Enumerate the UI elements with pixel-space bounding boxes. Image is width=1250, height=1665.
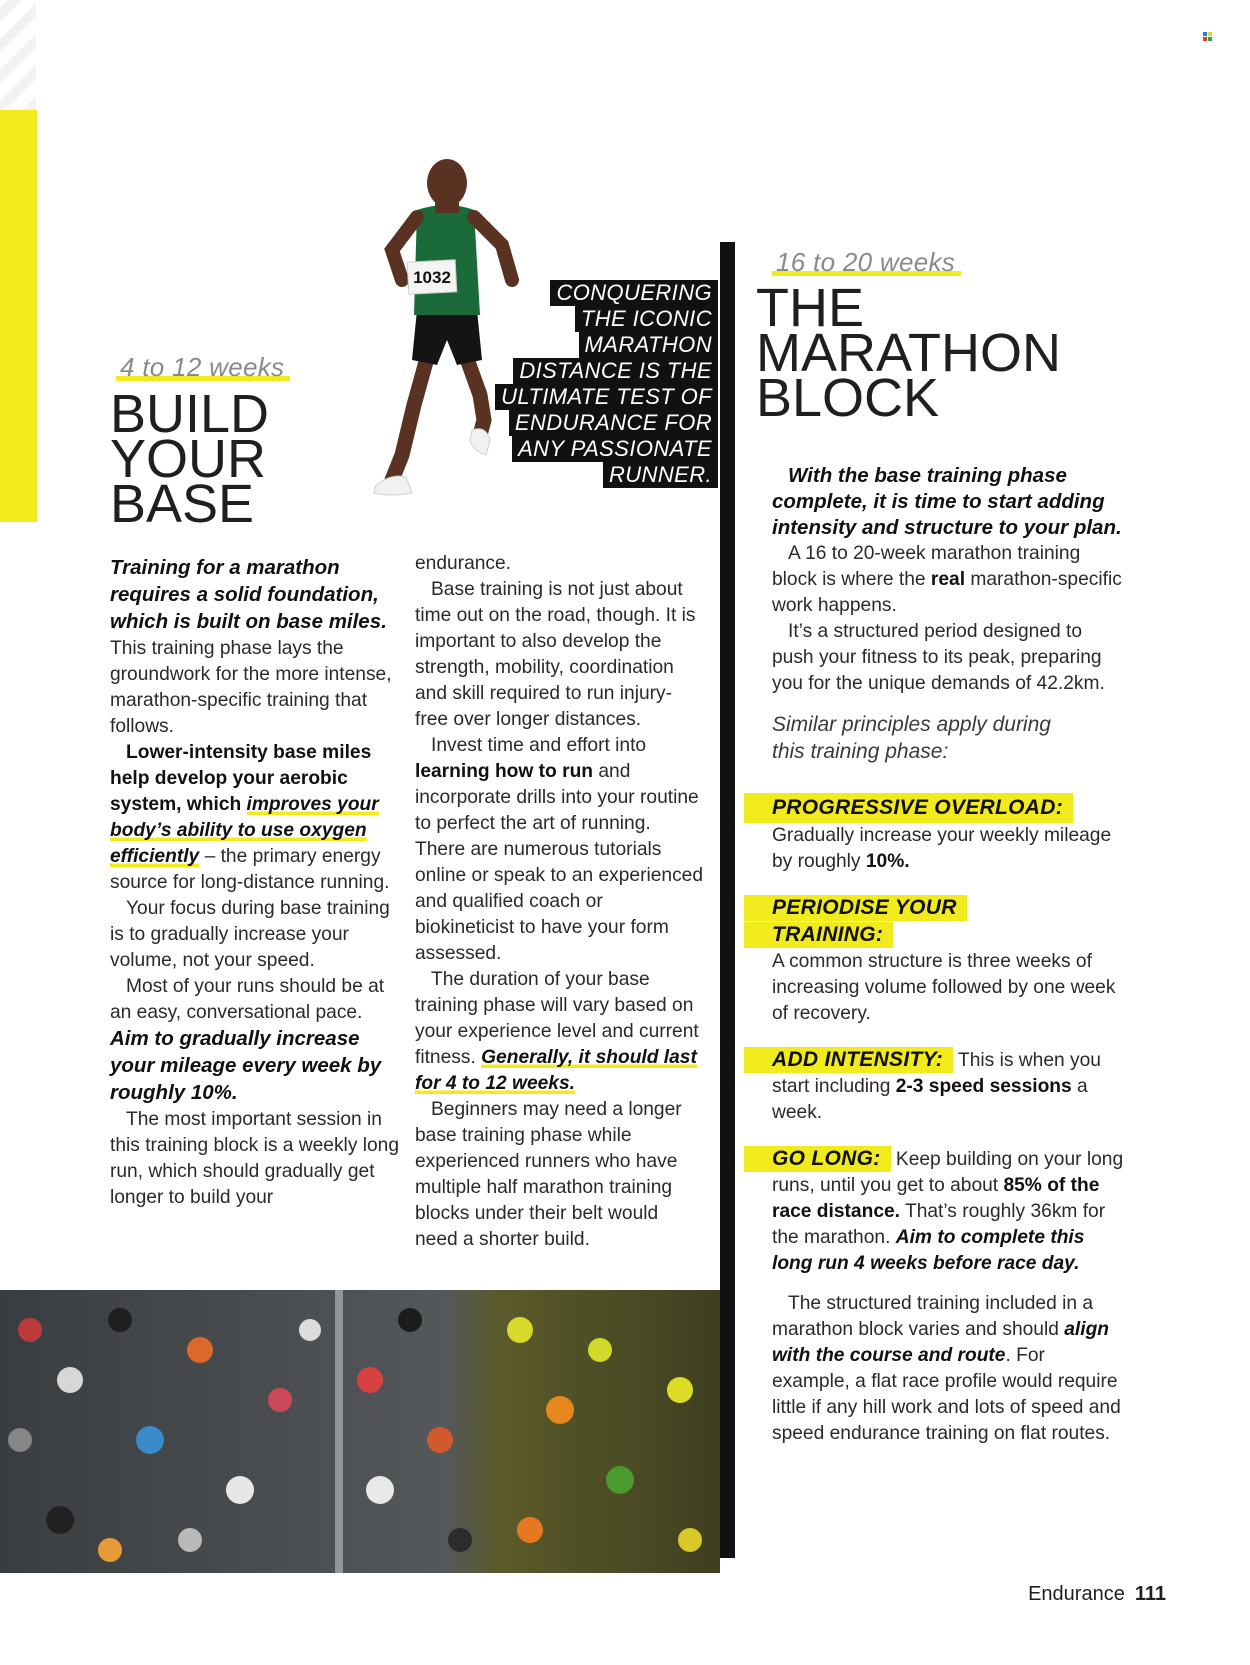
marathon-crowd-photo <box>0 1290 720 1573</box>
col1-paragraph-4: Most of your runs should be at an easy, conversational pace. Aim to gradually increase your mileage every week by roughly 10%. <box>110 976 385 1104</box>
col1-paragraph-3: Your focus during base training is to gradually increase your volume, not your speed. <box>110 898 390 971</box>
right-title <box>756 278 1061 428</box>
column-1 <box>110 555 400 1211</box>
right-week-label: 16 to 20 weeks <box>772 247 961 278</box>
left-title-line-2: YOUR <box>110 429 267 489</box>
col2-paragraph-0: endurance. <box>415 553 512 574</box>
right-lead: With the base training phase complete, it is time to start adding intensity and structure to your plan. <box>772 464 1122 539</box>
quote-line-3: MARATHON <box>579 332 718 358</box>
column-divider <box>720 242 735 1558</box>
col1-paragraph-5: The most important session in this training block is a weekly long run, which should gradually get longer to build your <box>110 1109 400 1208</box>
quote-line-7: ANY PASSIONATE <box>512 436 718 462</box>
principle-go-long: GO LONG: Keep building on your long runs, until you get to about 85% of the race distance. That’s roughly 36km for the marathon. Aim to complete this long run 4 weeks before race day. <box>772 1146 1124 1277</box>
left-title <box>110 384 270 534</box>
left-title-line-1: BUILD <box>110 384 270 444</box>
quote-line-1: CONQUERING <box>550 280 718 306</box>
quote-line-5: ULTIMATE TEST OF <box>495 384 718 410</box>
col2-paragraph-3: The duration of your base training phase will vary based on your experience level and current fitness. Generally, it should last for 4 to 12 weeks. <box>415 969 699 1094</box>
column-2 <box>415 551 705 1253</box>
page-number: 111 <box>1134 1583 1166 1605</box>
registration-mark-icon <box>1203 32 1212 41</box>
col1-paragraph-1: Training for a marathon requires a solid foundation, which is built on base miles. This training phase lays the groundwork for the more intense, marathon-specific training that follows. <box>110 556 392 737</box>
corner-stripes <box>0 0 36 110</box>
go-long-heading: GO LONG: <box>744 1146 891 1172</box>
progressive-overload-heading: PROGRESSIVE OVERLOAD: <box>744 793 1073 823</box>
col2-paragraph-4: Beginners may need a longer base training phase while experienced runners who have multiple half marathon training blocks under their belt would need a shorter build. <box>415 1099 682 1250</box>
bib-number: 1032 <box>413 268 451 287</box>
right-paragraph-1: A 16 to 20-week marathon training block is where the real marathon-specific work happens. <box>772 543 1122 616</box>
pull-quote <box>495 280 718 488</box>
principle-progressive-overload: PROGRESSIVE OVERLOAD: Gradually increase your weekly mileage by roughly 10%. <box>772 793 1124 875</box>
column-3 <box>772 463 1124 1447</box>
principle-add-intensity: ADD INTENSITY: This is when you start including 2-3 speed sessions a week. <box>772 1047 1124 1126</box>
periodise-heading-line-2: TRAINING: <box>744 922 893 948</box>
periodise-heading-line-1: PERIODISE YOUR <box>744 895 967 921</box>
quote-line-4: DISTANCE IS THE <box>513 358 718 384</box>
footer-section: Endurance <box>1028 1583 1125 1605</box>
quote-line-2: THE ICONIC <box>575 306 718 332</box>
add-intensity-heading: ADD INTENSITY: <box>744 1047 953 1073</box>
quote-line-8: RUNNER. <box>603 462 718 488</box>
left-week-label: 4 to 12 weeks <box>116 352 290 383</box>
right-paragraph-2: It’s a structured period designed to push your fitness to its peak, preparing you for the unique demands of 42.2km. <box>772 621 1105 694</box>
principle-periodise: PERIODISE YOUR TRAINING: A common structure is three weeks of increasing volume followed by one week of recovery. <box>772 895 1124 1027</box>
page-footer <box>1028 1583 1166 1606</box>
col2-paragraph-2: Invest time and effort into learning how to run and incorporate drills into your routine to perfect the art of running. There are numerous tutorials online or speak to an experienced and qualified coach or biokineticist to have your form assessed. <box>415 735 704 964</box>
principles-intro: Similar principles apply during this training phase: <box>772 713 1051 763</box>
left-title-line-3: BASE <box>110 474 255 534</box>
accent-bar <box>0 110 37 522</box>
right-title-line-1: THE <box>756 278 864 338</box>
right-title-line-2: MARATHON <box>756 323 1061 383</box>
quote-line-6: ENDURANCE FOR <box>509 410 718 436</box>
right-title-line-3: BLOCK <box>756 368 940 428</box>
col1-paragraph-2: Lower-intensity base miles help develop your aerobic system, which improves your body’s ability to use oxygen efficiently – the primary energy source for long-distance running. <box>110 742 390 893</box>
col2-paragraph-1: Base training is not just about time out on the road, though. It is important to also develop the strength, mobility, coordination and skill required to run injury-free over longer distances. <box>415 579 696 730</box>
right-closing-paragraph: The structured training included in a marathon block varies and should align with the course and route. For example, a flat race profile would require little if any hill work and lots of speed and speed endurance training on flat routes. <box>772 1293 1121 1444</box>
